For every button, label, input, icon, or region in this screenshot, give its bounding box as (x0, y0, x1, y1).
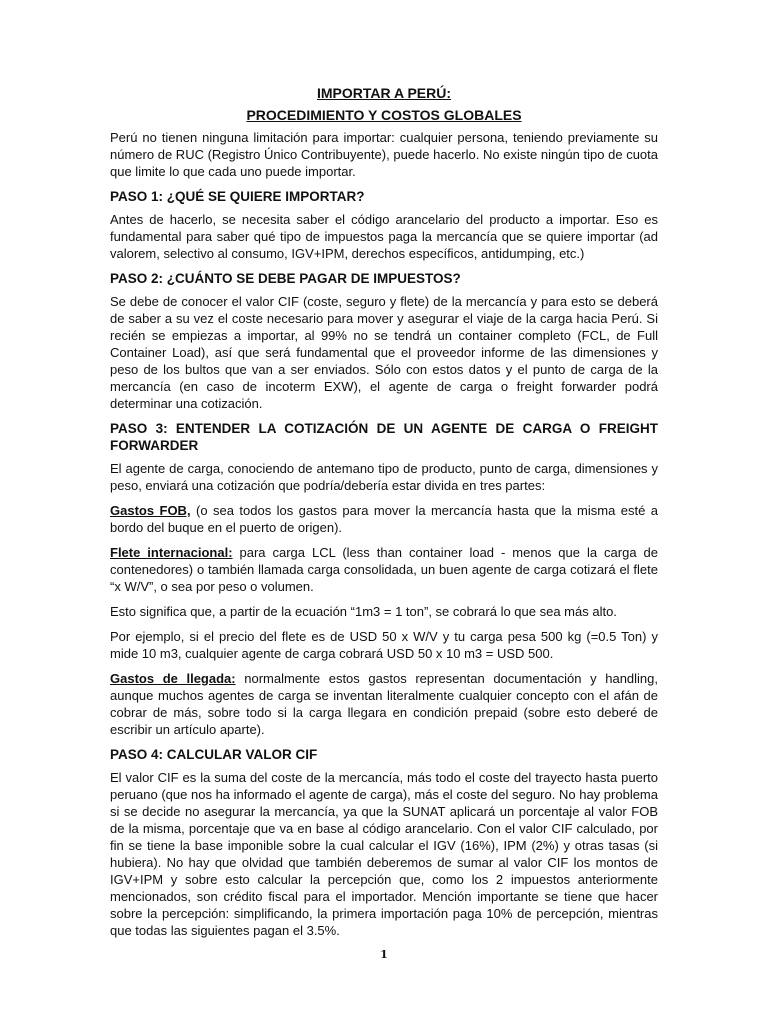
example-paragraph: Por ejemplo, si el precio del flete es de USD 50 x W/V y tu carga pesa 500 kg (=0.5 Ton) y mide 10 m3, cualquier agente de carga cobrará USD 50 x 10 m3 = USD 500. (110, 629, 658, 661)
flete-paragraph (110, 544, 658, 595)
intro-paragraph: Perú no tienen ninguna limitación para importar: cualquier persona, teniendo previamente su número de RUC (Registro Único Contribuyente), puede hacerlo. No existe ningún tipo de cuota que limite lo que cada uno puede importar. (110, 130, 658, 179)
step3-heading: PASO 3: ENTENDER LA COTIZACIÓN DE UN AGENTE DE CARGA O FREIGHT FORWARDER (110, 421, 658, 453)
flete-text: para carga LCL (less than container load - menos que la carga de contenedores) o también llamada carga consolidada, un buen agente de carga cotizará el flete “x W/V”, o sea por peso o volumen. (110, 545, 658, 594)
fob-text: (o sea todos los gastos para mover la mercancía hasta que la misma esté a bordo del buque en el puerto de origen). (110, 503, 658, 535)
fob-paragraph (110, 502, 658, 536)
document-title: IMPORTAR A PERÚ: (316, 85, 452, 101)
llegada-term: Gastos de llegada: (110, 671, 236, 686)
equation-paragraph: Esto significa que, a partir de la ecuación “1m3 = 1 ton”, se cobrará lo que sea más alto. (110, 604, 617, 619)
step2-heading: PASO 2: ¿CUÁNTO SE DEBE PAGAR DE IMPUESTOS? (110, 271, 461, 286)
llegada-text: normalmente estos gastos representan documentación y handling, aunque muchos agentes de carga se inventan literalmente cualquier concepto con el afán de cobrar de más, sobre todo si la carga llegara en condición prepaid (sobre esto deberé de escribir un artículo aparte). (110, 671, 658, 737)
step1-heading: PASO 1: ¿QUÉ SE QUIERE IMPORTAR? (110, 189, 365, 204)
document-page (110, 84, 658, 947)
step1-paragraph: Antes de hacerlo, se necesita saber el código arancelario del producto a importar. Eso es fundamental para saber qué tipo de impuestos paga la mercancía que se quiere importar (ad valorem, selectivo al consumo, IGV+IPM, derechos específicos, antidumping, etc.) (110, 212, 658, 261)
flete-term: Flete internacional: (110, 545, 233, 560)
step3-intro-paragraph: El agente de carga, conociendo de antemano tipo de producto, punto de carga, dimensiones y peso, enviará una cotización que podría/debería estar divida en tres partes: (110, 461, 658, 493)
llegada-paragraph (110, 670, 658, 738)
fob-term: Gastos FOB, (110, 503, 191, 518)
document-subtitle: PROCEDIMIENTO Y COSTOS GLOBALES (246, 107, 522, 123)
step4-paragraph: El valor CIF es la suma del coste de la mercancía, más todo el coste del trayecto hasta puerto peruano (que nos ha informado el agente de carga), más el coste del seguro. No hay problema si se decide no asegurar la mercancía, ya que la SUNAT aplicará un porcentaje al valor FOB de la misma, porcentaje que va en base al código arancelario. Con el valor CIF calculado, por fin se tiene la base imponible sobre la cual calcular el IGV (16%), IPM (2%) y otras tasas (si hubiera). No hay que olvidad que también deberemos de sumar al valor CIF los montos de IGV+IPM y sobre esto calcular la percepción que, como los 2 impuestos anteriormente mencionados, son crédito fiscal para el importador. Mención importante se tiene que hacer sobre la percepción: simplificando, la primera importación paga 10% de percepción, mientras que todas las siguientes pagan el 3.5%. (110, 770, 658, 938)
page-number: 1 (380, 948, 388, 961)
step4-heading: PASO 4: CALCULAR VALOR CIF (110, 747, 318, 762)
step2-paragraph: Se debe de conocer el valor CIF (coste, seguro y flete) de la mercancía y para esto se deberá de saber a su vez el coste necesario para mover y asegurar el viaje de la carga hacia Perú. Si recién se empiezas a importar, al 99% no se tendrá un container completo (FCL, de Full Container Load), así que será fundamental que el proveedor informe de las dimensiones y peso de los bultos que van a ser enviados. Sólo con estos datos y el punto de carga de la mercancía (en caso de incoterm EXW), el agente de carga o freight forwarder podrá determinar una cotización. (110, 294, 658, 411)
